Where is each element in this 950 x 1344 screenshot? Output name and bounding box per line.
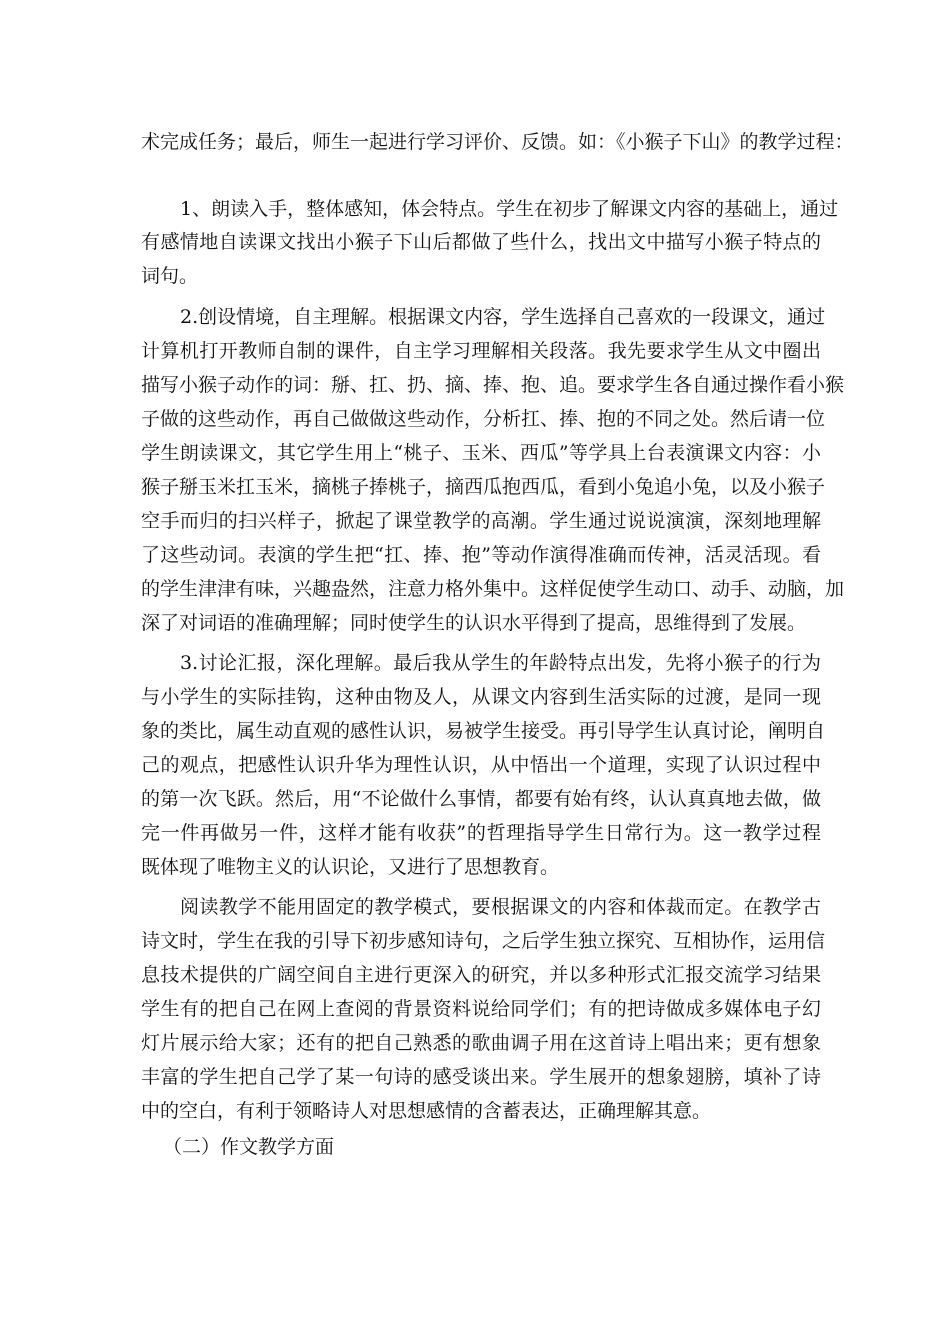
text-line: 2.创设情境，自主理解。根据课文内容，学生选择自己喜欢的一段课文，通过 bbox=[180, 306, 826, 328]
text-line: 了这些动词。表演的学生把“扛、捧、抱”等动作演得准确而传神，活灵活现。看 bbox=[141, 544, 821, 566]
text-line: 描写小猴子动作的词：掰、扛、扔、摘、捧、抱、追。要求学生各自通过操作看小猴 bbox=[141, 374, 845, 396]
text-line: 计算机打开教师自制的课件，自主学习理解相关段落。我先要求学生从文中圈出 bbox=[141, 340, 821, 362]
text-line: 的学生津津有味，兴趣盎然，注意力格外集中。这样促使学生动口、动手、动脑，加 bbox=[141, 578, 845, 600]
section-heading: （二）作文教学方面 bbox=[163, 1136, 335, 1158]
text-line: 术完成任务；最后，师生一起进行学习评价、反馈。如：《小猴子下山》的教学过程： bbox=[141, 131, 854, 153]
text-line: 阅读教学不能用固定的教学模式，要根据课文的内容和体裁而定。在教学古 bbox=[180, 896, 821, 918]
text-line: 猴子掰玉米扛玉米，摘桃子捧桃子，摘西瓜抱西瓜，看到小兔追小兔，以及小猴子 bbox=[141, 476, 826, 498]
text-line: 学生有的把自己在网上查阅的背景资料说给同学们；有的把诗做成多媒体电子幻 bbox=[141, 998, 821, 1020]
text-line: 词句。 bbox=[141, 265, 199, 287]
text-line: 灯片展示给大家；还有的把自己熟悉的歌曲调子用在这首诗上唱出来；更有想象 bbox=[141, 1032, 821, 1054]
text-line: 有感情地自读课文找出小猴子下山后都做了些什么，找出文中描写小猴子特点的 bbox=[141, 231, 821, 253]
text-line: 丰富的学生把自己学了某一句诗的感受谈出来。学生展开的想象翅膀，填补了诗 bbox=[141, 1066, 821, 1088]
text-line: 子做的这些动作，再自己做做这些动作，分析扛、捧、抱的不同之处。然后请一位 bbox=[141, 408, 826, 430]
text-line: 学生朗读课文，其它学生用上“桃子、玉米、西瓜”等学具上台表演课文内容：小 bbox=[141, 442, 821, 464]
text-line: 己的观点，把感性认识升华为理性认识，从中悟出一个道理，实现了认识过程中 bbox=[141, 754, 821, 776]
text-line: 中的空白，有利于领略诗人对思想感情的含蓄表达，正确理解其意。 bbox=[141, 1100, 712, 1122]
text-line: 完一件再做另一件，这样才能有收获”的哲理指导学生日常行为。这一教学过程 bbox=[141, 822, 821, 844]
text-line: 深了对词语的准确理解；同时使学生的认识水平得到了提高，思维得到了发展。 bbox=[141, 612, 807, 634]
text-line: 象的类比，属生动直观的感性认识，易被学生接受。再引导学生认真讨论，阐明自 bbox=[141, 720, 826, 742]
text-line: 既体现了唯物主义的认识论，又进行了思想教育。 bbox=[141, 856, 560, 878]
text-line: 1、朗读入手，整体感知，体会特点。学生在初步了解课文内容的基础上，通过 bbox=[180, 198, 839, 220]
text-line: 的第一次飞跃。然后，用“不论做什么事情，都要有始有终，认认真真地去做，做 bbox=[141, 788, 821, 810]
text-line: 3.讨论汇报，深化理解。最后我从学生的年龄特点出发，先将小猴子的行为 bbox=[180, 652, 821, 674]
text-line: 息技术提供的广阔空间自主进行更深入的研究，并以多种形式汇报交流学习结果 bbox=[141, 964, 821, 986]
text-line: 与小学生的实际挂钩，这种由物及人，从课文内容到生活实际的过渡，是同一现 bbox=[141, 686, 821, 708]
text-line: 空手而归的扫兴样子，掀起了课堂教学的高潮。学生通过说说演演，深刻地理解 bbox=[141, 510, 821, 532]
text-line: 诗文时，学生在我的引导下初步感知诗句，之后学生独立探究、互相协作，运用信 bbox=[141, 930, 826, 952]
